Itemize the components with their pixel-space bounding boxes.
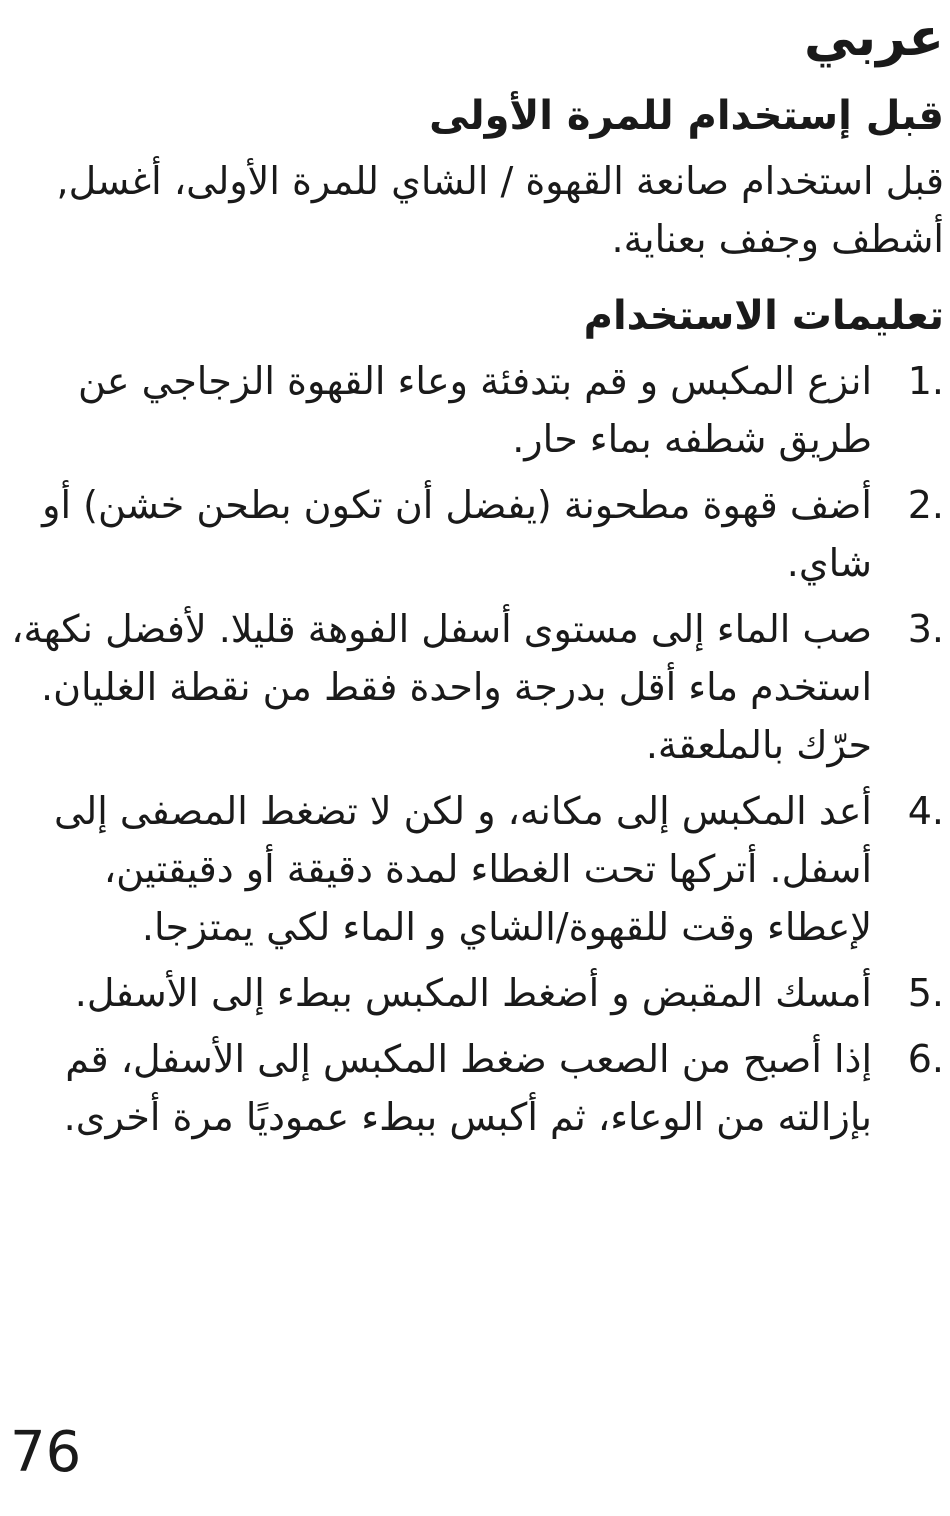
step-text: أعد المكبس إلى مكانه، و لكن لا تضغط المصفى إلى أسفل. أتركها تحت الغطاء لمدة دقيقة أو دقيقتين، لإعطاء وقت للقهوة/الشاي و الماء لكي يمتزجا. bbox=[53, 789, 872, 949]
before-first-use-text: قبل استخدام صانعة القهوة / الشاي للمرة الأولى، أغسل, أشطف وجفف بعناية. bbox=[56, 159, 944, 261]
step-number: 5. bbox=[907, 971, 944, 1015]
before-first-use-title: قبل إستخدام للمرة الأولى bbox=[429, 93, 944, 139]
instruction-step bbox=[10, 1030, 944, 1146]
instructions-list bbox=[10, 352, 944, 1146]
step-number: 2. bbox=[907, 483, 944, 527]
instructions-title: تعليمات الاستخدام bbox=[583, 293, 944, 339]
instruction-step bbox=[10, 476, 944, 592]
step-text: أمسك المقبض و أضغط المكبس ببطء إلى الأسفل. bbox=[74, 971, 872, 1015]
step-text: انزع المكبس و قم بتدفئة وعاء القهوة الزجاجي عن طريق شطفه بماء حار. bbox=[77, 359, 872, 461]
instruction-step bbox=[10, 782, 944, 956]
language-heading: عربي bbox=[803, 8, 944, 68]
step-number: 3. bbox=[907, 607, 944, 651]
instruction-step bbox=[10, 352, 944, 468]
step-number: 6. bbox=[907, 1037, 944, 1081]
instruction-step bbox=[10, 600, 944, 774]
instruction-step bbox=[10, 964, 944, 1022]
step-text: أضف قهوة مطحونة (يفضل أن تكون بطحن خشن) أو شاي. bbox=[42, 483, 872, 585]
step-number: 4. bbox=[907, 789, 944, 833]
step-text: صب الماء إلى مستوى أسفل الفوهة قليلا. لأفضل نكهة، استخدم ماء أقل بدرجة واحدة فقط من نقطة الغليان. حرّك بالملعقة. bbox=[11, 607, 872, 767]
page-number: 76 bbox=[10, 1420, 82, 1485]
step-number: 1. bbox=[907, 359, 944, 403]
step-text: إذا أصبح من الصعب ضغط المكبس إلى الأسفل، قم بإزالته من الوعاء، ثم أكبس ببطء عموديًا مرة أخرى. bbox=[63, 1037, 872, 1139]
